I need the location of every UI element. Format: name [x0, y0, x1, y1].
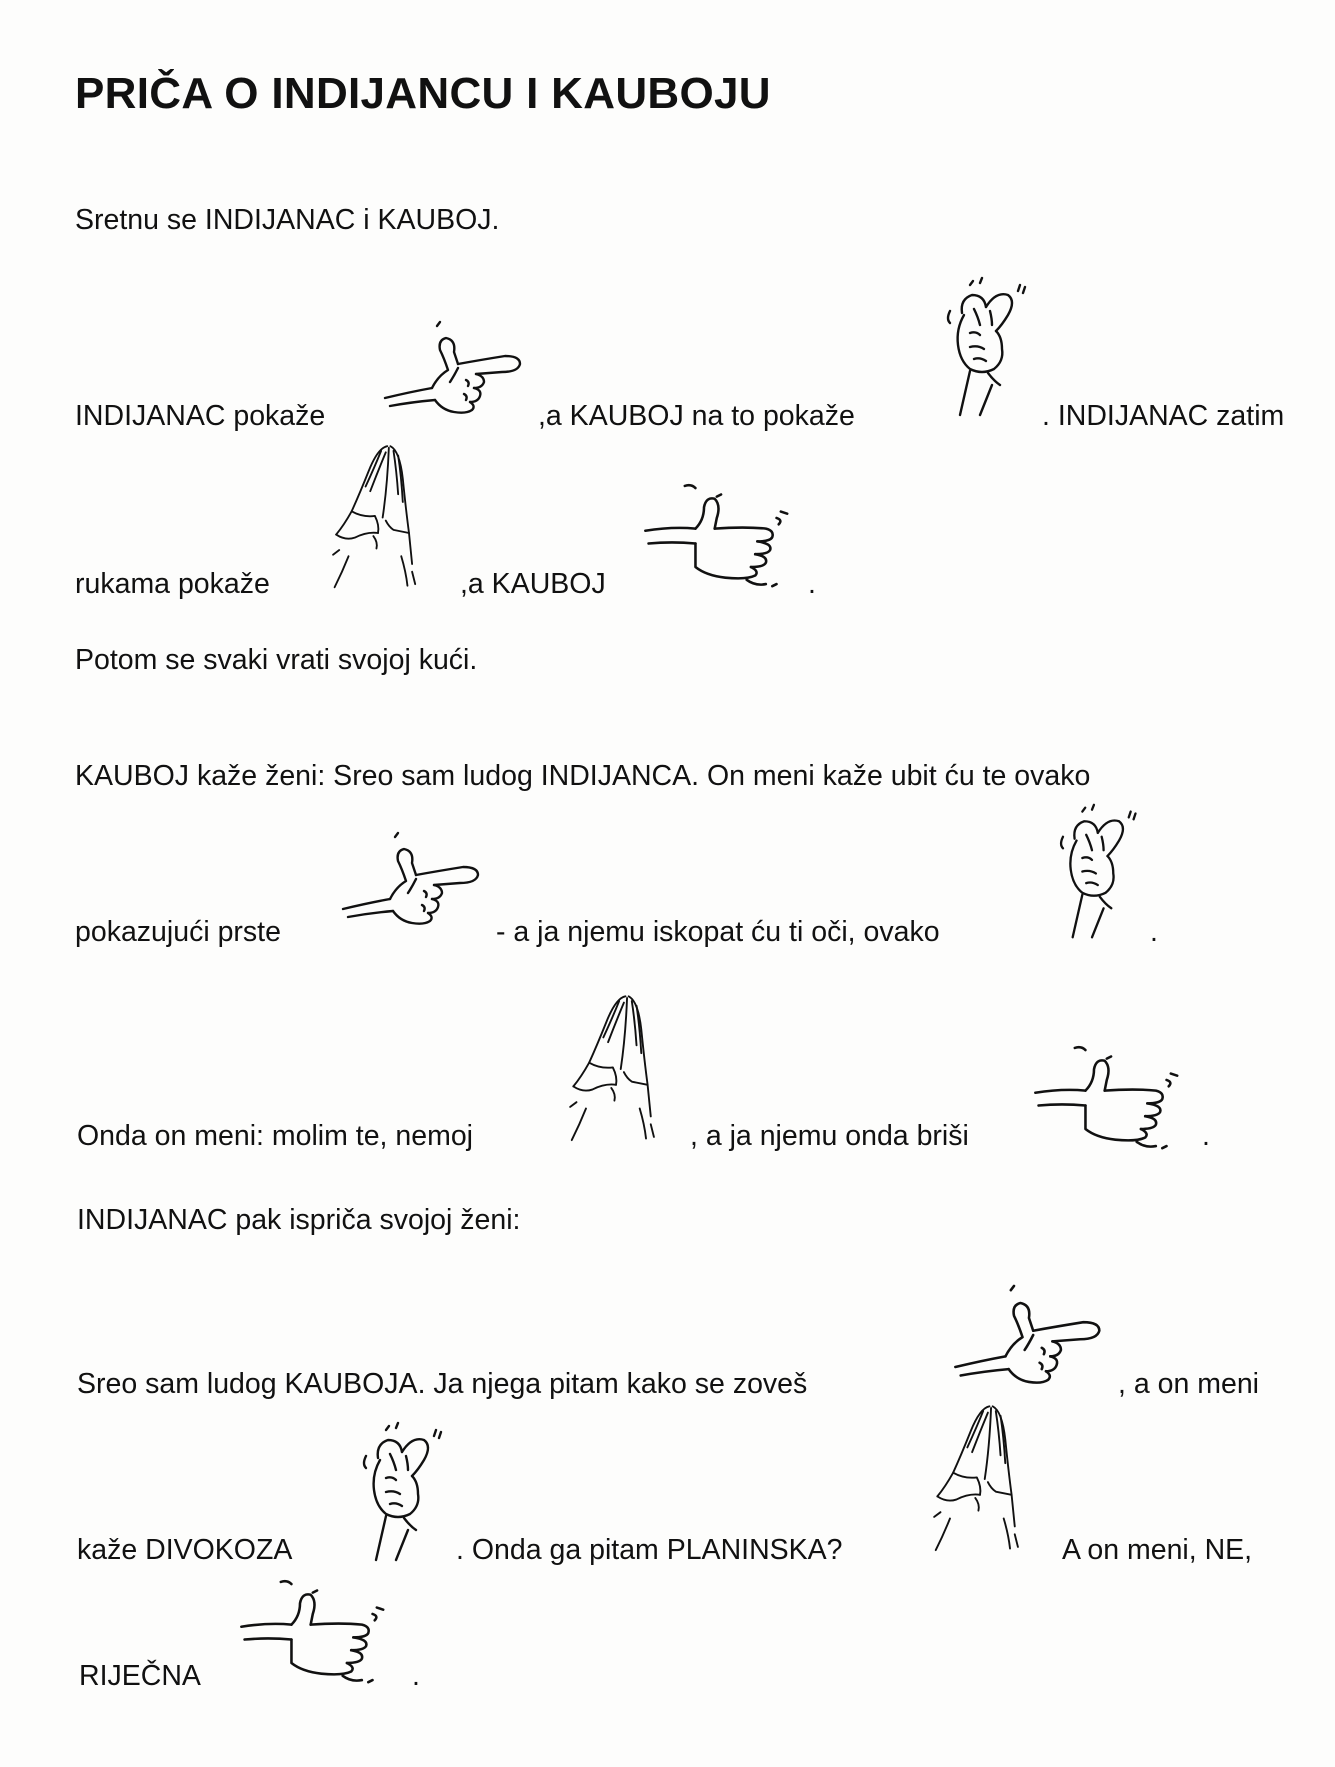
story-line: Potom se svaki vrati svojoj kući. [75, 644, 478, 676]
story-line: . INDIJANAC zatim [1042, 400, 1285, 432]
pointing-hand-icon [380, 310, 530, 426]
story-line: Sreo sam ludog KAUBOJA. Ja njega pitam kako se zoveš [77, 1368, 808, 1400]
story-line: A on meni, NE, [1062, 1534, 1253, 1566]
flat-hand-wave-icon [640, 476, 800, 594]
two-fingers-up-hand-icon [930, 268, 1030, 428]
page-title: PRIČA O INDIJANCU I KAUBOJU [75, 69, 771, 118]
two-fingers-up-hand-icon [1042, 800, 1142, 945]
two-fingers-up-hand-icon [346, 1418, 446, 1568]
story-line: pokazujući prste [75, 916, 281, 948]
story-line: - a ja njemu iskopat ću ti oči, ovako [496, 916, 940, 948]
story-line: KAUBOJ kaže ženi: Sreo sam ludog INDIJANCA. On meni kaže ubit ću te ovako [75, 760, 1091, 792]
story-line: INDIJANAC pak ispriča svojoj ženi: [77, 1204, 521, 1236]
story-line: Onda on meni: molim te, nemoj [77, 1120, 474, 1152]
story-line: rukama pokaže [75, 568, 270, 600]
story-line: . [412, 1660, 420, 1692]
story-line: ,a KAUBOJ na to pokaže [538, 400, 855, 432]
praying-hands-icon [318, 440, 438, 595]
story-line: , a ja njemu onda briši [690, 1120, 969, 1152]
story-line: . [808, 568, 816, 600]
story-line: Sretnu se INDIJANAC i KAUBOJ. [75, 204, 500, 236]
story-line: INDIJANAC pokaže [75, 400, 326, 432]
story-line: . Onda ga pitam PLANINSKA? [456, 1534, 843, 1566]
pointing-hand-icon [950, 1276, 1110, 1394]
praying-hands-icon [920, 1400, 1040, 1558]
story-line: . [1150, 916, 1158, 948]
story-line: kaže DIVOKOZA [77, 1534, 293, 1566]
story-line: , a on meni [1118, 1368, 1259, 1400]
flat-hand-wave-icon [1030, 1038, 1190, 1156]
story-line: RIJEČNA [79, 1660, 201, 1692]
story-line: . [1202, 1120, 1210, 1152]
flat-hand-wave-icon [236, 1572, 396, 1690]
pointing-hand-icon [338, 820, 488, 938]
praying-hands-icon [556, 990, 676, 1148]
story-line: ,a KAUBOJ [460, 568, 606, 600]
